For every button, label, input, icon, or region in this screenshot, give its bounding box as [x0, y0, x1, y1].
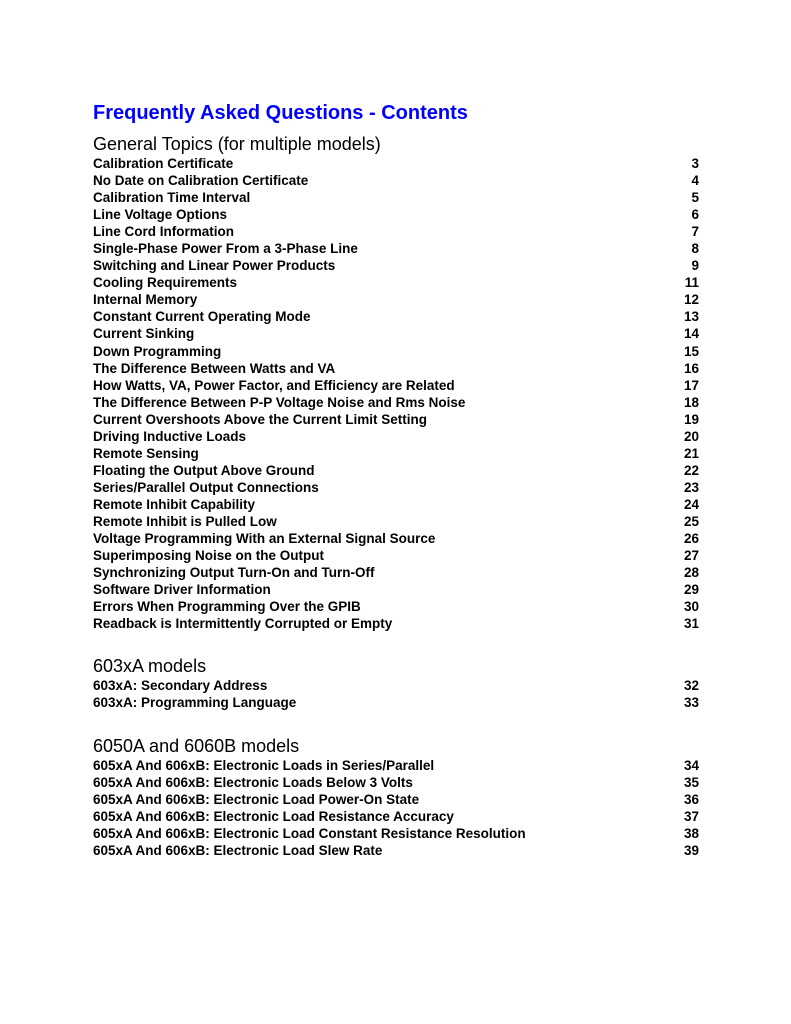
toc-entry-page-number: 13: [683, 309, 699, 325]
toc-entry-label[interactable]: Internal Memory: [93, 292, 198, 308]
toc-entry[interactable]: [93, 240, 699, 257]
toc-entry[interactable]: [93, 774, 699, 791]
toc-entry-page-number: 14: [683, 326, 699, 342]
toc-entry-page-number: 18: [683, 394, 699, 410]
toc-entry-label[interactable]: Current Sinking: [93, 326, 195, 342]
toc-entry-label[interactable]: Voltage Programming With an External Signal Source: [93, 531, 436, 547]
toc-entry-page-number: 29: [683, 582, 699, 598]
toc-entry[interactable]: [93, 694, 699, 711]
toc-entry-label[interactable]: Remote Inhibit is Pulled Low: [93, 513, 277, 529]
toc-entry[interactable]: [93, 223, 699, 240]
toc-entry[interactable]: [93, 581, 699, 598]
toc-entry-label[interactable]: Floating the Output Above Ground: [93, 462, 315, 478]
toc-entry-page-number: 34: [683, 758, 699, 773]
toc-entry[interactable]: [93, 343, 699, 360]
toc-entry-label[interactable]: 605xA And 606xB: Electronic Loads in Series/Parallel: [93, 758, 435, 773]
toc-entry[interactable]: [93, 530, 699, 547]
toc-entry-page-number: 21: [683, 445, 699, 461]
toc-entry-label[interactable]: 605xA And 606xB: Electronic Load Power-On State: [93, 792, 420, 808]
toc-entry-label[interactable]: Switching and Linear Power Products: [93, 258, 336, 274]
toc-entry-label[interactable]: The Difference Between Watts and VA: [93, 360, 336, 376]
toc-entry[interactable]: [93, 808, 699, 825]
toc-entry[interactable]: [93, 757, 699, 774]
toc-entry[interactable]: [93, 842, 699, 859]
toc-list: [93, 757, 699, 859]
toc-entry[interactable]: [93, 172, 699, 189]
toc-entry-page-number: 33: [683, 695, 699, 711]
toc-entry-label[interactable]: Line Voltage Options: [93, 207, 228, 223]
toc-entry[interactable]: [93, 825, 699, 842]
toc-entry-label[interactable]: 605xA And 606xB: Electronic Load Constant Resistance Resolution: [93, 826, 526, 842]
toc-entry[interactable]: [93, 206, 699, 223]
toc-entry[interactable]: [93, 377, 699, 394]
toc-entry[interactable]: [93, 462, 699, 479]
toc-entry[interactable]: [93, 325, 699, 342]
toc-entry-label[interactable]: The Difference Between P-P Voltage Noise and Rms Noise: [93, 394, 466, 410]
toc-entry-label[interactable]: Software Driver Information: [93, 582, 271, 598]
toc-entry-page-number: 25: [683, 513, 699, 529]
toc-entry-label[interactable]: Remote Sensing: [93, 445, 199, 461]
toc-entry-label[interactable]: 605xA And 606xB: Electronic Load Slew Rate: [93, 843, 383, 859]
toc-entry[interactable]: [93, 513, 699, 530]
toc-entry-label[interactable]: Calibration Time Interval: [93, 190, 251, 206]
toc-entry[interactable]: [93, 411, 699, 428]
toc-entry[interactable]: [93, 189, 699, 206]
toc-entry-label[interactable]: Cooling Requirements: [93, 275, 238, 291]
toc-entry[interactable]: [93, 291, 699, 308]
toc-entry-page-number: 39: [683, 843, 699, 859]
toc-entry-page-number: 12: [683, 292, 699, 308]
toc-entry-label[interactable]: Down Programming: [93, 343, 222, 359]
toc-entry[interactable]: [93, 496, 699, 513]
toc-entry-label[interactable]: Series/Parallel Output Connections: [93, 479, 319, 495]
toc-entry[interactable]: [93, 677, 699, 694]
toc-entry[interactable]: [93, 394, 699, 411]
toc-entry-page-number: 38: [683, 826, 699, 842]
toc-list: [93, 677, 699, 711]
toc-entry-page-number: 6: [691, 207, 699, 223]
toc-entry-page-number: 24: [683, 496, 699, 512]
toc-entry[interactable]: [93, 257, 699, 274]
toc-entry-page-number: 23: [683, 479, 699, 495]
toc-entry-label[interactable]: Calibration Certificate: [93, 156, 234, 171]
toc-entry-page-number: 9: [691, 258, 699, 274]
toc-entry-label[interactable]: 605xA And 606xB: Electronic Load Resistance Accuracy: [93, 809, 454, 825]
toc-entry-page-number: 5: [691, 190, 699, 206]
toc-entry-label[interactable]: Synchronizing Output Turn-On and Turn-Off: [93, 565, 375, 581]
toc-entry-page-number: 28: [683, 565, 699, 581]
toc-entry-page-number: 27: [683, 548, 699, 564]
toc-entry-page-number: 19: [683, 411, 699, 427]
toc-entry[interactable]: [93, 564, 699, 581]
toc-entry-page-number: 31: [683, 616, 699, 632]
toc-entry-page-number: 32: [683, 678, 699, 693]
toc-entry-label[interactable]: Errors When Programming Over the GPIB: [93, 599, 361, 615]
toc-entry[interactable]: [93, 308, 699, 325]
toc-entry-label[interactable]: 605xA And 606xB: Electronic Loads Below 3 Volts: [93, 775, 413, 791]
toc-entry-label[interactable]: Readback is Intermittently Corrupted or Empty: [93, 616, 393, 632]
section-603xa-models: [93, 655, 699, 711]
toc-entry-label[interactable]: Constant Current Operating Mode: [93, 309, 311, 325]
toc-entry[interactable]: [93, 615, 699, 632]
toc-entry-label[interactable]: Remote Inhibit Capability: [93, 496, 256, 512]
toc-entry[interactable]: [93, 445, 699, 462]
toc-entry-label[interactable]: Driving Inductive Loads: [93, 428, 247, 444]
toc-list: [93, 155, 699, 632]
toc-entry-page-number: 11: [684, 275, 699, 291]
section-heading: General Topics (for multiple models): [93, 134, 381, 154]
page-title: Frequently Asked Questions - Contents: [93, 102, 468, 124]
toc-entry-label[interactable]: 603xA: Programming Language: [93, 695, 297, 711]
section-general-topics: [93, 133, 699, 632]
toc-entry-page-number: 8: [691, 241, 699, 257]
toc-entry-label[interactable]: 603xA: Secondary Address: [93, 678, 268, 693]
section-6050a-6060b-models: [93, 735, 699, 859]
toc-entry[interactable]: [93, 155, 699, 172]
toc-entry-label[interactable]: Superimposing Noise on the Output: [93, 548, 324, 564]
toc-entry-page-number: 16: [683, 360, 699, 376]
section-heading: 603xA models: [93, 656, 207, 676]
toc-entry-label[interactable]: No Date on Calibration Certificate: [93, 173, 309, 189]
toc-entry-label[interactable]: Line Cord Information: [93, 224, 234, 240]
toc-entry[interactable]: [93, 274, 699, 291]
toc-entry[interactable]: [93, 791, 699, 808]
toc-entry-page-number: 36: [683, 792, 699, 808]
toc-entry-page-number: 37: [683, 809, 699, 825]
toc-entry-page-number: 17: [683, 377, 699, 393]
toc-entry[interactable]: [93, 428, 699, 445]
toc-entry-page-number: 30: [683, 599, 699, 615]
toc-entry-page-number: 4: [691, 173, 699, 189]
toc-entry-label[interactable]: How Watts, VA, Power Factor, and Efficiency are Related: [93, 377, 455, 393]
section-heading: 6050A and 6060B models: [93, 736, 300, 756]
toc-entry-label[interactable]: Current Overshoots Above the Current Limit Setting: [93, 411, 428, 427]
toc-entry-label[interactable]: Single-Phase Power From a 3-Phase Line: [93, 241, 358, 257]
toc-entry-page-number: 20: [683, 428, 699, 444]
toc-entry-page-number: 26: [683, 531, 699, 547]
toc-entry-page-number: 15: [683, 343, 699, 359]
toc-entry-page-number: 7: [691, 224, 699, 240]
toc-entry-page-number: 35: [683, 775, 699, 791]
toc-entry-page-number: 22: [683, 462, 699, 478]
toc-entry[interactable]: [93, 479, 699, 496]
toc-entry[interactable]: [93, 360, 699, 377]
toc-entry-page-number: 3: [691, 156, 699, 171]
toc-entry[interactable]: [93, 547, 699, 564]
toc-entry[interactable]: [93, 598, 699, 615]
